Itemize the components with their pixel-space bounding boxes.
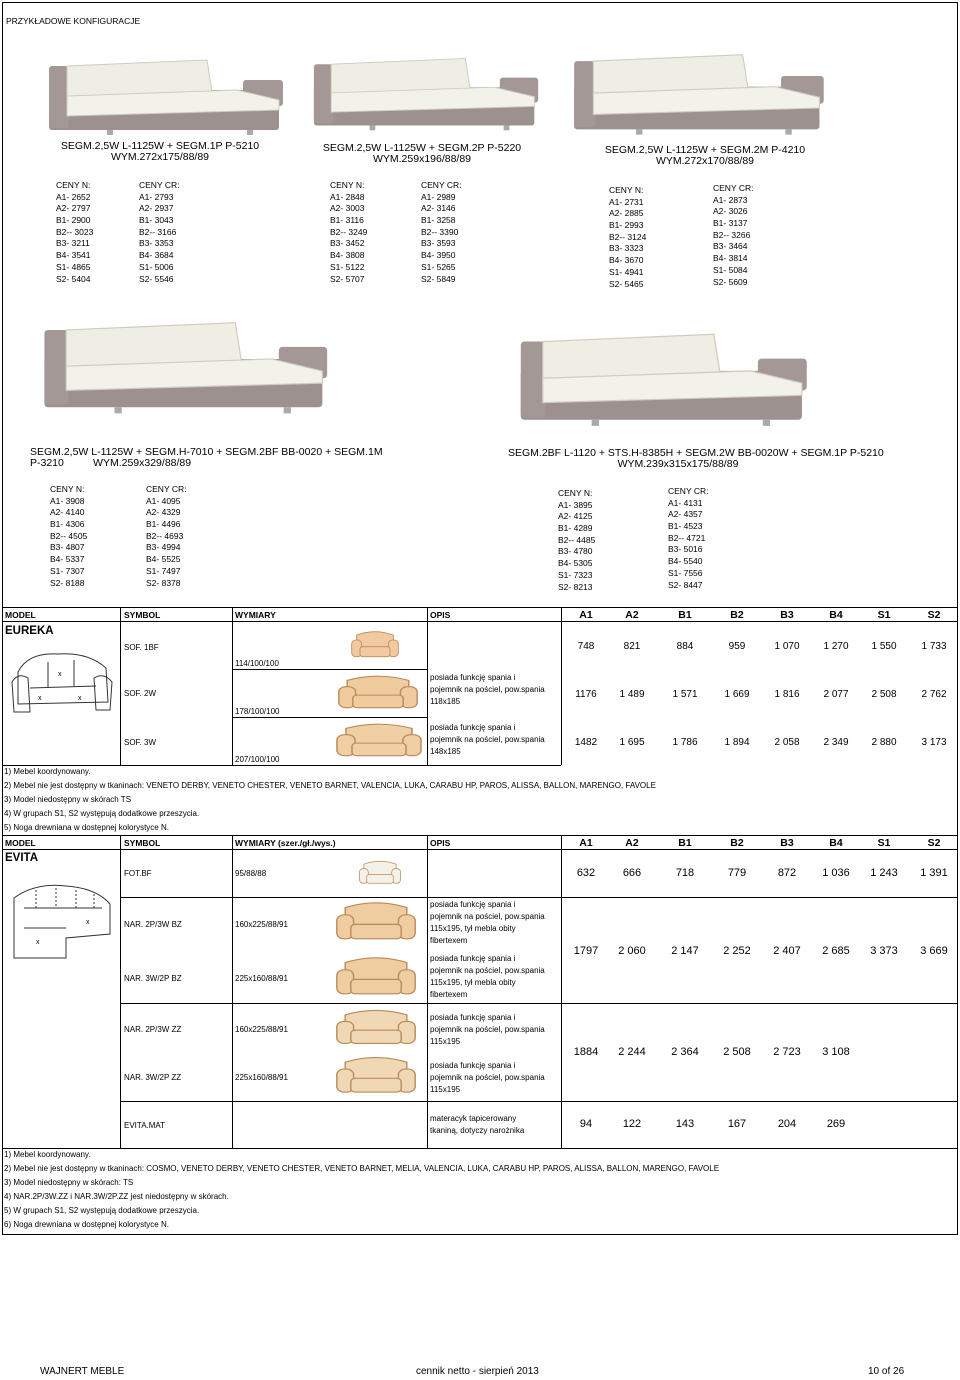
evita-head-desc: OPIS bbox=[430, 838, 451, 848]
evita-fot-prices-cell: 1 036 bbox=[822, 867, 850, 879]
sofa-config-1-image bbox=[42, 50, 292, 140]
evita-note-3: 3) Model niedostępny w skórach: TS bbox=[4, 1178, 134, 1187]
evita-fot-prices-cell: 1 243 bbox=[870, 867, 898, 879]
evita-bz1-symbol: NAR. 2P/3W BZ bbox=[124, 920, 182, 929]
evita-bz-prices-cell: 2 060 bbox=[618, 945, 646, 957]
evita-note-5: 5) W grupach S1, S2 występują dodatkowe przeszycia. bbox=[4, 1206, 200, 1215]
evita-mat-prices-cell: 204 bbox=[777, 1118, 797, 1130]
evita-mat-prices-cell: 94 bbox=[579, 1118, 593, 1130]
evita-fot-prices-cell: 872 bbox=[777, 867, 797, 879]
evita-mat-prices-cell: 167 bbox=[727, 1118, 747, 1130]
evita-head-dims: WYMIARY (szer./gł./wys.) bbox=[235, 838, 336, 848]
eureka-head-symbol: SYMBOL bbox=[124, 610, 161, 620]
evita-bz-prices-cell: 2 407 bbox=[773, 945, 801, 957]
evita-groups-cell: B2 bbox=[730, 837, 744, 849]
eureka-groups-cell: B3 bbox=[780, 609, 794, 621]
evita-bz-prices-cell: 2 252 bbox=[723, 945, 751, 957]
eureka-prices-cell: 748 bbox=[577, 641, 595, 652]
config-4-prices-cr: CENY CR: A1- 4095 A2- 4329 B1- 4496 B2-- 4693 B3- 4994 B4- 5525 S1- 7497 S2- 8378 bbox=[146, 484, 187, 588]
eureka-prices-cell: 1 489 bbox=[619, 689, 645, 700]
config-1-prices-n: CENY N: A1- 2652 A2- 2797 B1- 2900 B2-- 3023 B3- 3211 B4- 3541 S1- 4865 S2- 5404 bbox=[56, 180, 94, 284]
evita-note-2: 2) Mebel nie jest dostępny w tkaninach: COSMO, VENETO DERBY, VENETO CHESTER, VENETO BARNET, MELIA, VALENCIA, LUKA, CARABU HP, PAROS, ALISSA, BALLON, MARENGO, FAVOLE bbox=[4, 1164, 720, 1173]
eureka-groups-cell: B2 bbox=[730, 609, 744, 621]
evita-groups-cell: B4 bbox=[829, 837, 843, 849]
evita-zz2-photo bbox=[334, 1053, 418, 1099]
evita-bz2-dims: 225x160/88/91 bbox=[235, 974, 288, 983]
config-1-title: SEGM.2,5W L-1125W + SEGM.1P P-5210 WYM.272x175/88/89 bbox=[60, 140, 260, 163]
eureka-prices-cell: 1 070 bbox=[774, 641, 800, 652]
eureka-model-name: EUREKA bbox=[5, 625, 54, 637]
config-2-prices-n: CENY N: A1- 2848 A2- 3003 B1- 3116 B2-- 3249 B3- 3452 B4- 3808 S1- 5122 S2- 5707 bbox=[330, 180, 368, 284]
evita-bz-prices-cell: 2 147 bbox=[671, 945, 699, 957]
eureka-prices-cell: 3 173 bbox=[921, 737, 947, 748]
sofa-config-4-image bbox=[42, 310, 332, 420]
config-5-prices-n: CENY N: A1- 3895 A2- 4125 B1- 4289 B2-- 4485 B3- 4780 B4- 5305 S1- 7323 S2- 8213 bbox=[558, 488, 596, 592]
evita-note-6: 6) Noga drewniana w dostępnej kolorystyce N. bbox=[4, 1220, 169, 1229]
config-4-prices-n: CENY N: A1- 3908 A2- 4140 B1- 4306 B2-- 4505 B3- 4807 B4- 5337 S1- 7307 S2- 8188 bbox=[50, 484, 88, 588]
eureka-prices-cell: 2 077 bbox=[823, 689, 849, 700]
sofa-config-5-image bbox=[470, 322, 860, 432]
evita-mat-prices-cell: 143 bbox=[675, 1118, 695, 1130]
evita-model-name: EVITA bbox=[5, 852, 39, 864]
evita-bz1-photo bbox=[334, 898, 418, 946]
evita-bz1-desc: posiada funkcję spania i pojemnik na pościel, pow.spania 115x195, tył mebla obity fibertexem bbox=[430, 900, 545, 945]
config-5-title: SEGM.2BF L-1120 + STS.H-8385H + SEGM.2W BB-0020W + SEGM.1P P-5210 WYM.239x315x175/88/89 bbox=[508, 447, 884, 470]
eureka-groups-cell: A1 bbox=[579, 609, 593, 621]
evita-bz-prices-cell: 3 373 bbox=[870, 945, 898, 957]
evita-fot-prices-cell: 666 bbox=[622, 867, 642, 879]
evita-groups-cell: S1 bbox=[877, 837, 891, 849]
eureka-groups-cell: B1 bbox=[678, 609, 692, 621]
evita-fot-dims: 95/88/88 bbox=[235, 869, 267, 878]
eureka-row3-symbol: SOF. 3W bbox=[124, 738, 157, 747]
eureka-note-2: 2) Mebel nie jest dostępny w tkaninach: VENETO DERBY, VENETO CHESTER, VENETO BARNET, VALENCIA, LUKA, CARABU HP, PAROS, ALISSA, BALLON, MARENGO, FAVOLE bbox=[4, 781, 656, 790]
eureka-prices-cell: 821 bbox=[623, 641, 641, 652]
evita-fot-prices-cell: 718 bbox=[675, 867, 695, 879]
evita-zz-prices-cell: 2 508 bbox=[723, 1046, 751, 1058]
evita-mat-symbol: EVITA.MAT bbox=[124, 1121, 166, 1130]
config-4-title: SEGM.2,5W L-1125W + SEGM.H-7010 + SEGM.2BF BB-0020 + SEGM.1M P-3210 WYM.259x329/88/89 bbox=[30, 446, 383, 469]
evita-bz2-symbol: NAR. 3W/2P BZ bbox=[124, 974, 182, 983]
evita-zz1-dims: 160x225/88/91 bbox=[235, 1025, 288, 1034]
eureka-prices-cell: 884 bbox=[676, 641, 694, 652]
sofa-config-2-image bbox=[312, 44, 542, 140]
eureka-prices-cell: 1 733 bbox=[921, 641, 947, 652]
config-3-prices-n: CENY N: A1- 2731 A2- 2885 B1- 2993 B2-- 3124 B3- 3323 B4- 3670 S1- 4941 S2- 5465 bbox=[609, 185, 647, 289]
eureka-armchair-photo bbox=[350, 624, 400, 666]
evita-head-symbol: SYMBOL bbox=[124, 838, 161, 848]
evita-zz-prices-cell: 1884 bbox=[573, 1046, 599, 1058]
config-2-prices-cr: CENY CR: A1- 2989 A2- 3146 B1- 3258 B2-- 3390 B3- 3593 B4- 3950 S1- 5265 S2- 5849 bbox=[421, 180, 462, 284]
evita-fot-prices-cell: 779 bbox=[727, 867, 747, 879]
eureka-prices-cell: 2 508 bbox=[871, 689, 897, 700]
eureka-line-drawing bbox=[8, 642, 116, 722]
eureka-sofa2-photo bbox=[336, 672, 420, 714]
evita-bz2-photo bbox=[334, 953, 418, 1001]
evita-groups-cell: A1 bbox=[579, 837, 593, 849]
eureka-row1-symbol: SOF. 1BF bbox=[124, 643, 159, 652]
eureka-prices-cell: 1 270 bbox=[823, 641, 849, 652]
evita-zz1-photo bbox=[334, 1006, 418, 1050]
svg-text:x: x bbox=[58, 671, 62, 678]
config-3-title: SEGM.2,5W L-1125W + SEGM.2M P-4210 WYM.272x170/88/89 bbox=[604, 144, 806, 167]
eureka-prices-cell: 2 880 bbox=[871, 737, 897, 748]
eureka-row2-symbol: SOF. 2W bbox=[124, 689, 157, 698]
page-header: PRZYKŁADOWE KONFIGURACJE bbox=[6, 16, 141, 26]
evita-bz1-dims: 160x225/88/91 bbox=[235, 920, 288, 929]
evita-zz2-desc: posiada funkcję spania i pojemnik na pościel, pow.spania 115x195 bbox=[430, 1061, 545, 1094]
evita-zz-prices-cell: 2 723 bbox=[773, 1046, 801, 1058]
eureka-prices-cell: 2 058 bbox=[774, 737, 800, 748]
evita-groups-cell: B3 bbox=[780, 837, 794, 849]
evita-groups-cell: S2 bbox=[927, 837, 941, 849]
evita-groups-cell: A2 bbox=[625, 837, 639, 849]
config-1-prices-cr: CENY CR: A1- 2793 A2- 2937 B1- 3043 B2-- 3166 B3- 3353 B4- 3684 S1- 5006 S2- 5546 bbox=[139, 180, 180, 284]
eureka-groups-cell: S1 bbox=[877, 609, 891, 621]
eureka-prices-cell: 1 894 bbox=[724, 737, 750, 748]
eureka-note-5: 5) Noga drewniana w dostępnej kolorystyce N. bbox=[4, 823, 169, 832]
evita-groups-cell: B1 bbox=[678, 837, 692, 849]
evita-fot-symbol: FOT.BF bbox=[124, 869, 152, 878]
evita-armchair-photo bbox=[358, 852, 402, 894]
evita-mat-prices-cell: 122 bbox=[622, 1118, 642, 1130]
svg-text:x: x bbox=[38, 695, 42, 702]
evita-zz-prices-cell: 2 364 bbox=[671, 1046, 699, 1058]
evita-note-4: 4) NAR.2P/3W.ZZ i NAR.3W/2P.ZZ jest niedostępny w skórach. bbox=[4, 1192, 229, 1201]
footer-page-number: 10 of 26 bbox=[868, 1366, 905, 1377]
eureka-prices-cell: 959 bbox=[728, 641, 746, 652]
footer-company: WAJNERT MEBLE bbox=[40, 1366, 125, 1377]
evita-bz-prices-cell: 3 669 bbox=[920, 945, 948, 957]
eureka-prices-cell: 1 786 bbox=[672, 737, 698, 748]
svg-text:x: x bbox=[86, 919, 90, 926]
sofa-config-3-image bbox=[570, 44, 830, 140]
eureka-note-4: 4) W grupach S1, S2 występują dodatkowe przeszycia. bbox=[4, 809, 200, 818]
eureka-row1-dims: 114/100/100 bbox=[235, 659, 279, 668]
eureka-prices-cell: 1482 bbox=[574, 737, 598, 748]
config-3-prices-cr: CENY CR: A1- 2873 A2- 3026 B1- 3137 B2-- 3266 B3- 3464 B4- 3814 S1- 5084 S2- 5609 bbox=[713, 183, 754, 287]
evita-zz2-dims: 225x160/88/91 bbox=[235, 1073, 288, 1082]
svg-text:x: x bbox=[36, 939, 40, 946]
eureka-groups-cell: S2 bbox=[927, 609, 941, 621]
config-5-prices-cr: CENY CR: A1- 4131 A2- 4357 B1- 4523 B2-- 4721 B3- 5016 B4- 5540 S1- 7556 S2- 8447 bbox=[668, 486, 709, 590]
evita-bz-prices-cell: 2 685 bbox=[822, 945, 850, 957]
eureka-prices-cell: 1 550 bbox=[871, 641, 897, 652]
evita-zz1-desc: posiada funkcję spania i pojemnik na pościel, pow.spania 115x195 bbox=[430, 1013, 545, 1046]
evita-zz-prices-cell: 3 108 bbox=[822, 1046, 850, 1058]
eureka-head-model: MODEL bbox=[5, 610, 36, 620]
eureka-prices-cell: 1 816 bbox=[774, 689, 800, 700]
evita-bz-prices-cell: 1797 bbox=[573, 945, 599, 957]
eureka-row2-dims: 178/100/100 bbox=[235, 707, 280, 716]
evita-zz2-symbol: NAR. 3W/2P ZZ bbox=[124, 1073, 182, 1082]
eureka-prices-cell: 1 695 bbox=[619, 737, 645, 748]
evita-bz2-desc: posiada funkcję spania i pojemnik na pościel, pow.spania 115x195, tył mebla obity fibertexem bbox=[430, 954, 545, 999]
eureka-sofa3-photo bbox=[334, 720, 424, 762]
eureka-groups-cell: A2 bbox=[625, 609, 639, 621]
config-2-title: SEGM.2,5W L-1125W + SEGM.2P P-5220 WYM.259x196/88/89 bbox=[322, 142, 522, 165]
eureka-prices-cell: 1176 bbox=[575, 689, 597, 700]
eureka-row2-desc: posiada funkcję spania i pojemnik na pościel, pow.spania 118x185 bbox=[430, 673, 545, 706]
eureka-prices-cell: 1 669 bbox=[724, 689, 750, 700]
eureka-row3-desc: posiada funkcję spania i pojemnik na pościel, pow.spania 148x185 bbox=[430, 723, 545, 756]
eureka-prices-cell: 2 349 bbox=[823, 737, 849, 748]
eureka-note-1: 1) Mebel koordynowany. bbox=[4, 767, 91, 776]
evita-head-model: MODEL bbox=[5, 838, 36, 848]
eureka-prices-cell: 1 571 bbox=[672, 689, 698, 700]
evita-zz1-symbol: NAR. 2P/3W ZZ bbox=[124, 1025, 182, 1034]
svg-text:x: x bbox=[78, 695, 82, 702]
evita-mat-desc: materacyk tapicerowany tkaniną, dotyczy narożnika bbox=[430, 1114, 525, 1135]
eureka-row3-dims: 207/100/100 bbox=[235, 755, 280, 764]
evita-note-1: 1) Mebel koordynowany. bbox=[4, 1150, 91, 1159]
eureka-note-3: 3) Model niedostępny w skórach TS bbox=[4, 795, 132, 804]
evita-mat-prices-cell: 269 bbox=[826, 1118, 846, 1130]
evita-fot-prices-cell: 1 391 bbox=[920, 867, 948, 879]
evita-fot-prices-cell: 632 bbox=[576, 867, 596, 879]
eureka-groups-cell: B4 bbox=[829, 609, 843, 621]
eureka-head-desc: OPIS bbox=[430, 610, 451, 620]
eureka-head-dims: WYMIARY bbox=[235, 610, 276, 620]
footer-pricelist: cennik netto - sierpień 2013 bbox=[416, 1366, 539, 1377]
evita-line-drawing bbox=[6, 878, 118, 964]
eureka-prices-cell: 2 762 bbox=[921, 689, 947, 700]
evita-zz-prices-cell: 2 244 bbox=[618, 1046, 646, 1058]
